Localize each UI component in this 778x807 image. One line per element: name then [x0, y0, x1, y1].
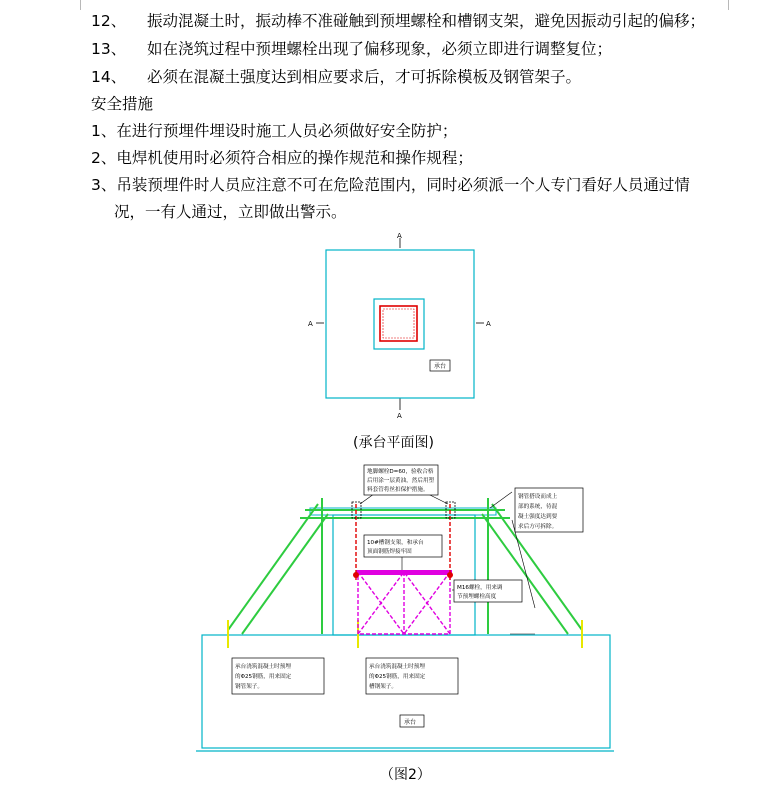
note-text: M16螺栓，用来调 [457, 585, 503, 591]
bolt-frame-inner [383, 309, 414, 338]
bolt-nut-left [353, 572, 359, 578]
safety-item-1: 1、在进行预埋件埋设时施工人员必须做好安全防护； [91, 122, 458, 140]
note-text: 地脚螺栓D=60，验收合格 [367, 469, 434, 475]
step-12 [91, 10, 706, 32]
step-text: 振动混凝土时，振动棒不准碰触到预埋螺栓和槽钢支架，避免因振动引起的偏移； [147, 12, 706, 30]
step-number: 14、 [91, 68, 127, 86]
safety-heading: 安全措施 [91, 95, 154, 113]
channel-steel-support [358, 572, 450, 634]
plan-caption: (承台平面图) [353, 435, 434, 451]
section-mark-top: A [397, 232, 402, 240]
note-rebar-left [232, 658, 324, 694]
note-rebar-center [366, 658, 458, 694]
note-text: 承台浇筑混凝土时预埋 [235, 664, 291, 670]
step-number: 13、 [91, 40, 127, 58]
page-corner-mark-right [728, 0, 739, 10]
step-text: 如在浇筑过程中预埋螺栓出现了偏移现象，必须立即进行调整复位； [147, 40, 613, 58]
pile-cap-outline [326, 250, 474, 398]
fig2-label: 承台 [404, 719, 417, 726]
figure2-caption: （图2） [380, 767, 431, 783]
fig2-label-box [400, 715, 424, 727]
channel-top-beam [356, 570, 452, 575]
note-text: 承台浇筑混凝土时预埋 [369, 664, 425, 670]
plan-label: 承台 [434, 363, 447, 370]
page-corner-mark-left [70, 0, 81, 10]
note-text: 顶面钢筋焊接牢固 [367, 549, 412, 555]
bolt-frame [380, 306, 417, 341]
safety-item-3: 3、吊装预埋件时人员应注意不可在危险范围内，同时必须派一个人专门看好人员通过情 [91, 176, 690, 194]
step-number: 12、 [91, 12, 127, 30]
section-drawing [190, 458, 620, 760]
plan-view-drawing [300, 228, 500, 428]
note-anchor-bolt [364, 465, 438, 495]
step-14 [91, 66, 582, 88]
note-text: 凝土强度达到要 [518, 514, 558, 520]
safety-item-2: 2、电焊机使用时必须符合相应的操作规范和操作规程； [91, 149, 473, 167]
note-text: 料套管将丝扣保护措施。 [367, 487, 429, 493]
note-text: 钢管搭设而成上 [518, 494, 558, 500]
note-channel-support [364, 535, 442, 557]
note-text: 10#槽钢支架，和承台 [367, 540, 424, 546]
bolt-nut-right [447, 572, 453, 578]
note-text: 的Φ25钢筋，用来固定 [235, 674, 292, 680]
safety-item-3-cont: 况，一有人通过，立即做出警示。 [114, 203, 347, 221]
section-mark-left: A [308, 320, 313, 328]
note-text: 钢管架子。 [235, 684, 263, 690]
step-13 [91, 38, 613, 60]
section-mark-bottom: A [397, 412, 402, 420]
step-text: 必须在混凝土强度达到相应要求后，才可拆除模板及钢管架子。 [147, 68, 582, 86]
note-m16-bolt [454, 580, 522, 602]
note-text: 后用涂一层黄油，然后用塑 [367, 478, 435, 484]
note-text: 求后方可拆除。 [518, 524, 558, 530]
note-text: 槽钢架子。 [369, 684, 397, 690]
note-scaffold [515, 488, 583, 532]
note-text: 节预埋螺栓高度 [457, 594, 497, 600]
section-mark-right: A [486, 320, 491, 328]
note-text: 的Φ25钢筋，用来固定 [369, 674, 426, 680]
note-text: 部的系统，待混 [518, 504, 558, 510]
